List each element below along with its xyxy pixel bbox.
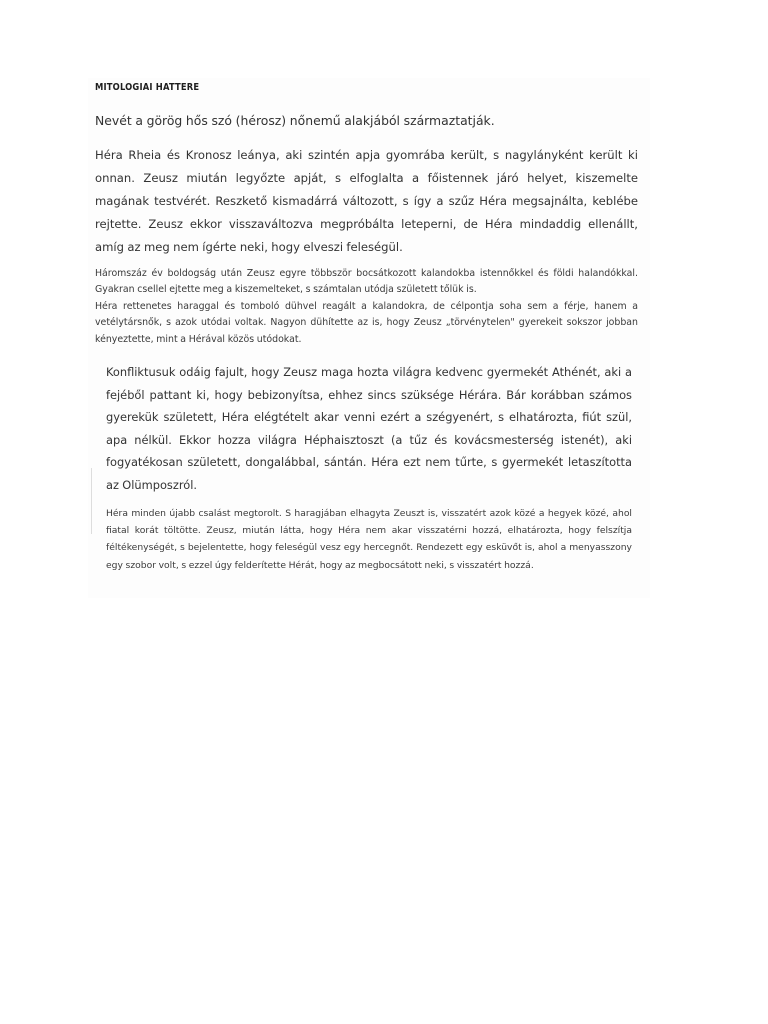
paragraph-conflict: Konfliktusuk odáig fajult, hogy Zeusz maga hozta világra kedvenc gyermekét Athénét, aki a fejéből pattant ki, hogy bebizonyítsa, ehhez sincs szüksége Hérára. Bár korábban számos gyerekük született, Héra elégtételt akar venni ezért a szégyenért, s elhatározta, fiút szül, apa nélkül. Ekkor hozza világra Héphaisztoszt (a tűz és kovácsmesterség istenét), aki fogyatékosan született, dongalábbal, sántán. Héra ezt nem tűrte, s gyermekét letaszította az Olümposzról. [106, 365, 632, 492]
paragraph-hera-origin: Héra Rheia és Kronosz leánya, aki szintén apja gyomrába került, s nagylányként került ki onnan. Zeusz miután legyőzte apját, s elfoglalta a főistennek járó helyet, kiszemelte magának testvérét. Reszkető kismadárrá változott, s így a szűz Héra megsajnálta, keblébe rejtette. Zeusz ekkor visszaváltozva megpróbálta leteperni, de Héra mindaddig ellenállt, amíg az meg nem ígérte neki, hogy elveszi feleségül. [95, 148, 638, 254]
paragraph-zeus-affairs-line-b: Héra rettenetes haraggal és tomboló dühvel reagált a kalandokra, de célpontja soha sem a férje, hanem a vetélytársnők, s azok utódai voltak. Nagyon dühítette az is, hogy Zeusz „törvénytelen" gyerekeit sokszor jobban kényeztette, mint a Hérával közös utódokat. [95, 300, 638, 345]
intro-paragraph: Nevét a görög hős szó (hérosz) nőnemű alakjából származtatják. [95, 113, 495, 128]
paragraph-zeus-affairs-line-a: Háromszáz év boldogság után Zeusz egyre többször bocsátkozott kalandokba istennőkkel és földi halandókkal. Gyakran csellel ejtette meg a kiszemelteket, s számtalan utódja született tőlük is. [95, 268, 638, 296]
paragraph-reconciliation: Héra minden újabb csalást megtorolt. S haragjában elhagyta Zeuszt is, visszatért azok közé a hegyek közé, ahol fiatal korát töltötte. Zeusz, miután látta, hogy Héra nem akar visszatérni hozzá, elhatározta, hogy felszítja féltékenységét, s bejelentette, hogy feleségül vesz egy hercegnőt. Rendezett egy esküvőt is, ahol a menyasszony egy szobor volt, s ezzel úgy felderítette Hérát, hogy az megbocsátott neki, s visszatért hozzá. [106, 508, 632, 571]
section-heading: MITOLOGIAI HATTERE [95, 82, 200, 93]
paragraph-zeus-affairs [95, 266, 638, 348]
side-divider [91, 468, 92, 534]
